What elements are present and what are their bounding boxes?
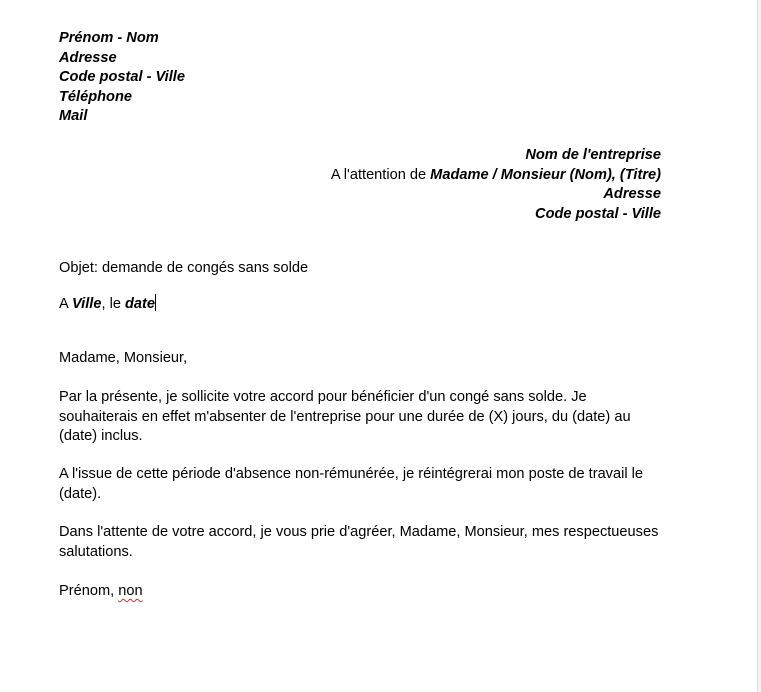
- signature-first: Prénom,: [59, 583, 119, 599]
- recipient-company: Nom de l'entreprise: [525, 147, 661, 163]
- place-city: Ville: [71, 296, 102, 312]
- attention-prefix: A l'attention de: [330, 166, 431, 183]
- recipient-attention: [331, 166, 661, 186]
- attention-name: Madame / Monsieur (Nom), (Titre): [430, 166, 661, 183]
- salutation: Madame, Monsieur,: [59, 350, 188, 366]
- recipient-block: [331, 146, 661, 224]
- sender-block: [59, 29, 185, 127]
- place-date: date: [125, 296, 156, 312]
- place-middle: , le: [101, 296, 125, 312]
- place-date-line: [59, 294, 156, 315]
- recipient-postal-city: Code postal - Ville: [535, 205, 661, 222]
- paragraph-closing: Dans l'attente de votre accord, je vous prie d'agréer, Madame, Monsieur, mes respectueuses salutations.: [59, 524, 659, 560]
- sender-address: Adresse: [59, 49, 117, 66]
- sender-mail: Mail: [59, 108, 88, 124]
- signature-line: [59, 582, 143, 602]
- sender-postal-city: Code postal - Ville: [59, 69, 185, 85]
- sender-name: Prénom - Nom: [59, 30, 159, 46]
- text-cursor: [155, 294, 156, 311]
- recipient-address: Adresse: [603, 186, 661, 202]
- paragraph-return: A l'issue de cette période d'absence non-rémunérée, je réintégrerai mon poste de travail le (date).: [59, 466, 643, 502]
- object-line: Objet: demande de congés sans solde: [59, 260, 309, 276]
- sender-phone: Téléphone: [59, 88, 132, 105]
- signature-last-misspelled: non: [118, 583, 143, 599]
- place-prefix: A: [59, 296, 72, 312]
- paragraph-request: Par la présente, je sollicite votre accord pour bénéficier d'un congé sans solde. Je souhaiterais en effet m'absenter de l'entreprise pour une durée de (X) jours, du (date) au (date) inclus.: [59, 389, 631, 444]
